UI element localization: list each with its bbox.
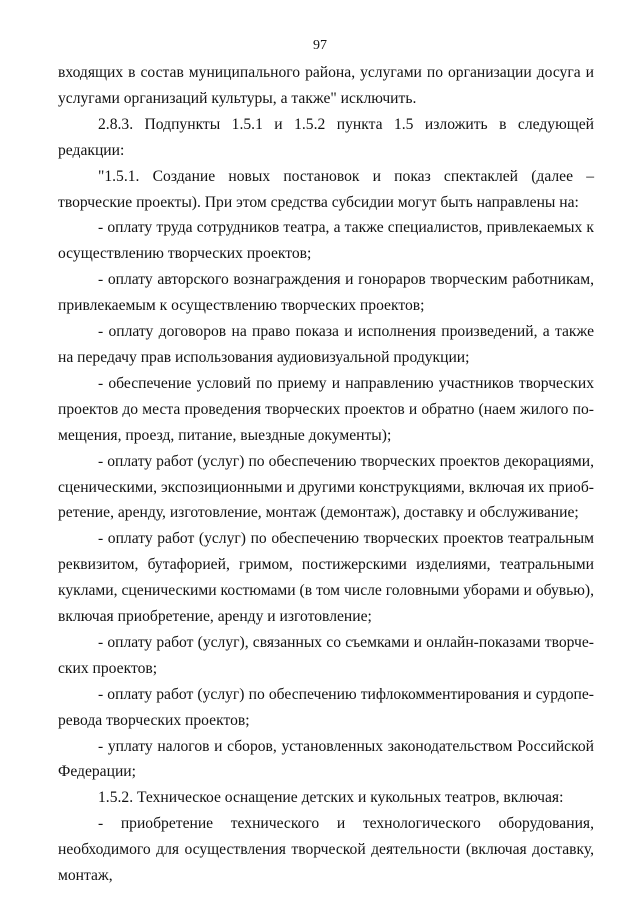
list-item: - уплату налогов и сборов, установленных законодательством Российской Федерации; [58,737,594,781]
list-item: - оплату работ (услуг) по обеспечению творческих проектов декорациями, сценическими, экспозиционными и другими конструкциями, включая их приобретение, аренду, изготовление, монтаж (демонтаж), доставку и обслуживание; [58,452,594,522]
list-item: - обеспечение условий по приему и направлению участников творческих проектов до места проведения творческих проектов и обратно (наем жилого помещения, проезд, питание, выездные документы); [58,374,594,444]
list-item: - оплату работ (услуг), связанных со съемками и онлайн-показами творческих проектов; [58,633,594,677]
list-item: - оплату авторского вознаграждения и гонораров творческим работникам, привлекаемым к осуществлению творческих проектов; [58,271,594,315]
document-body [58,60,594,889]
paragraph: 1.5.2. Техническое оснащение детских и кукольных театров, включая: [98,789,564,807]
list-item: - приобретение технического и технологического оборудования, необходимого для осуществления творческой деятельности (включая доставку, монтаж, [58,815,594,885]
paragraph: "1.5.1. Создание новых постановок и показ спектаклей (далее – творческие проекты). При этом средства субсидии могут быть направлены на: [58,167,594,211]
list-item: - оплату работ (услуг) по обеспечению тифлокомментирования и сурдоперевода творческих проектов; [58,685,594,729]
paragraph: 2.8.3. Подпункты 1.5.1 и 1.5.2 пункта 1.5 изложить в следующей редакции: [58,115,594,159]
list-item: - оплату договоров на право показа и исполнения произведений, а также на передачу прав использования аудиовизуальной продукции; [58,323,594,366]
list-item: - оплату работ (услуг) по обеспечению творческих проектов театральным реквизитом, бутафорией, гримом, постижерскими изделиями, театральными куклами, сценическими костюмами (в том числе головными уборами и обувью), включая приобретение, аренду и изготовление; [58,530,594,626]
page-number: 97 [313,38,327,53]
list-item: - оплату труда сотрудников театра, а также специалистов, привлекаемых к осуществлению творческих проектов; [58,219,594,263]
paragraph: входящих в состав муниципального района, услугами по организации досуга и услугами организаций культуры, а также" исключить. [58,64,594,107]
